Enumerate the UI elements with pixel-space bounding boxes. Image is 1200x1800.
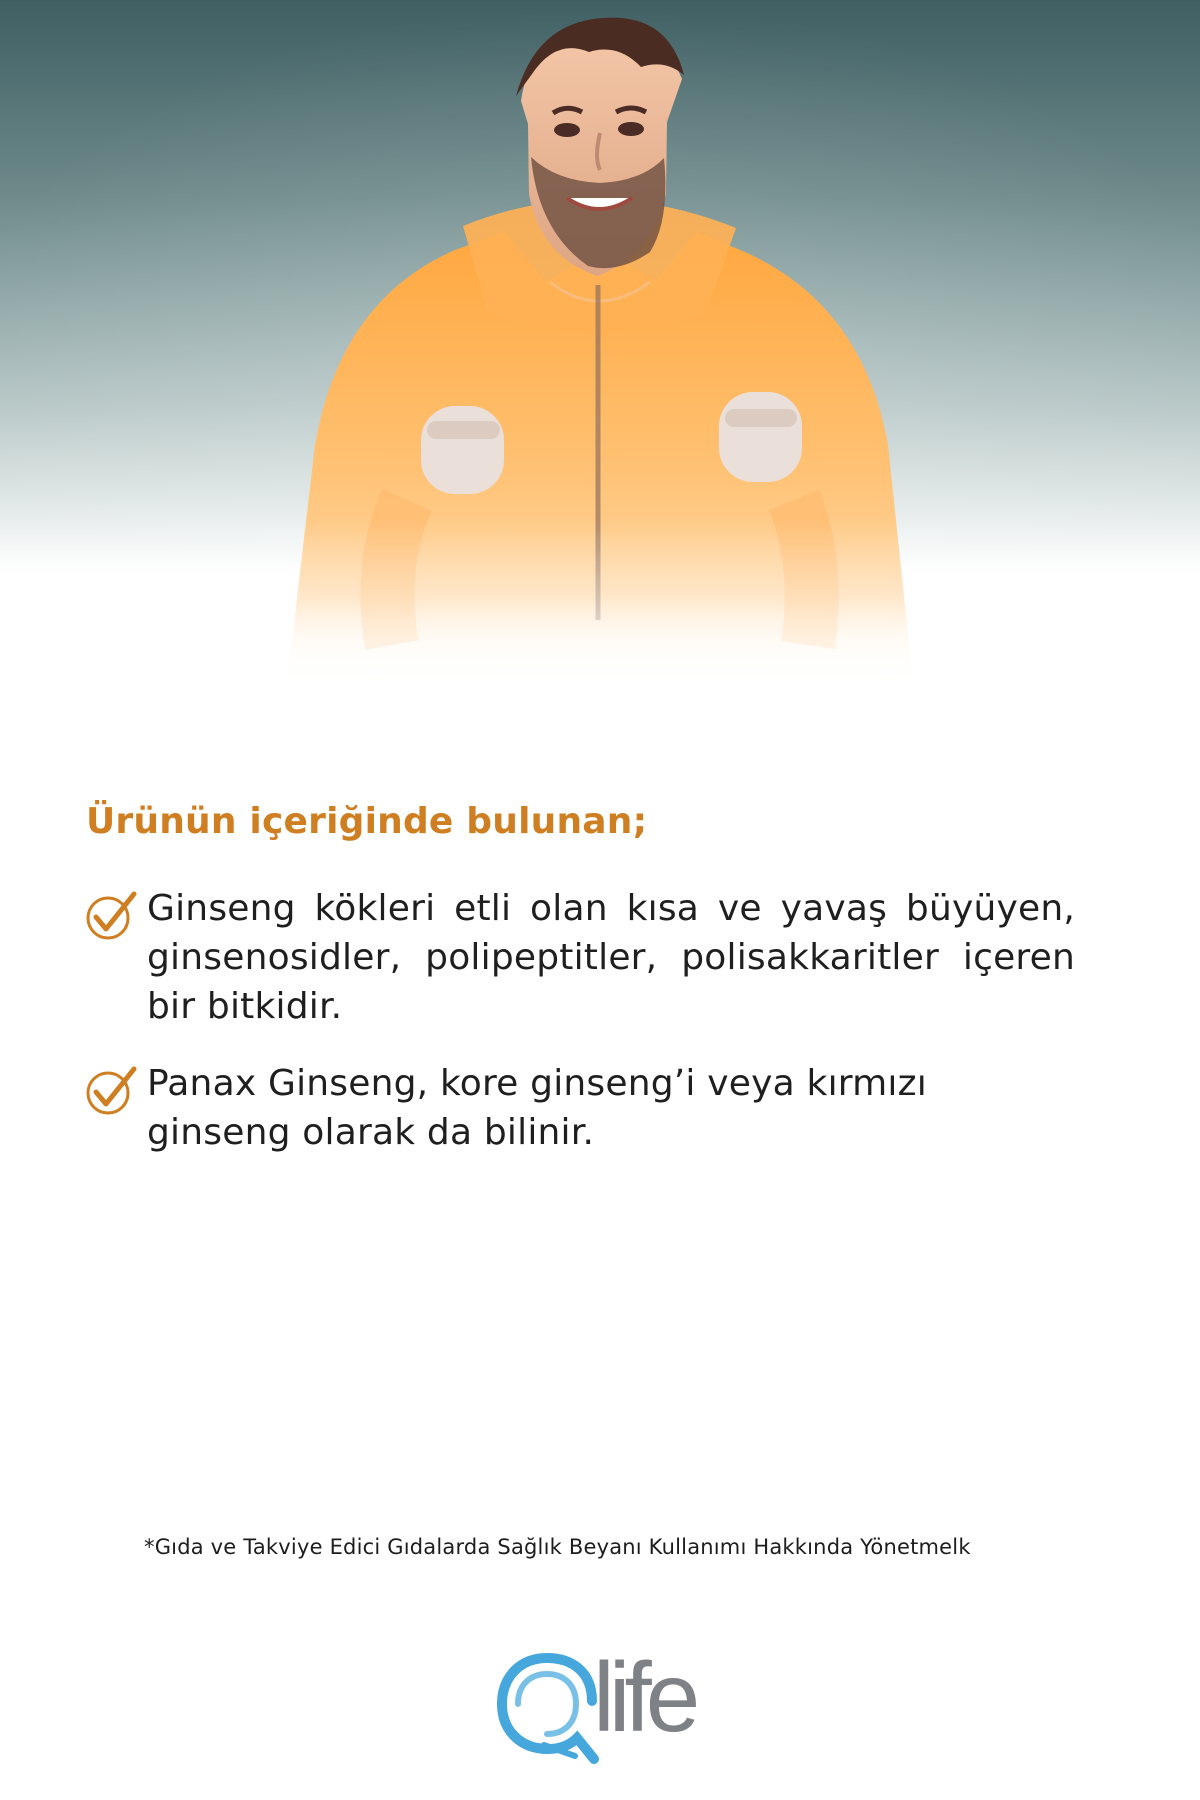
logo-text: life: [593, 1642, 695, 1752]
section-heading: Ürünün içeriğinde bulunan;: [86, 801, 648, 842]
ingredient-info-section: [86, 800, 1076, 1186]
list-item: [86, 885, 1076, 1032]
hero-image: [0, 0, 1200, 700]
footnote: *Gıda ve Takviye Edici Gıdalarda Sağlık Beyanı Kullanımı Hakkında Yönetmelk: [144, 1535, 971, 1559]
checkmark-circle-icon: [86, 1062, 140, 1116]
hero-illustration: [0, 0, 1200, 700]
checkmark-circle-icon: [86, 887, 140, 941]
list-item: [86, 1060, 1076, 1158]
benefit-text-1: Ginseng kökleri etli olan kısa ve yavaş büyüyen, ginsenosidler, polipeptitler, polisakkaritler içeren bir bitkidir.: [147, 888, 1075, 1028]
right-fist: [719, 392, 802, 482]
benefit-text-2: Panax Ginseng, kore ginseng’i veya kırmızı ginseng olarak da bilinir.: [147, 1063, 927, 1153]
qlife-logo: [490, 1642, 720, 1766]
q-logo-mark: [490, 1646, 610, 1766]
benefit-list: [86, 885, 1076, 1158]
left-fist: [421, 406, 504, 494]
